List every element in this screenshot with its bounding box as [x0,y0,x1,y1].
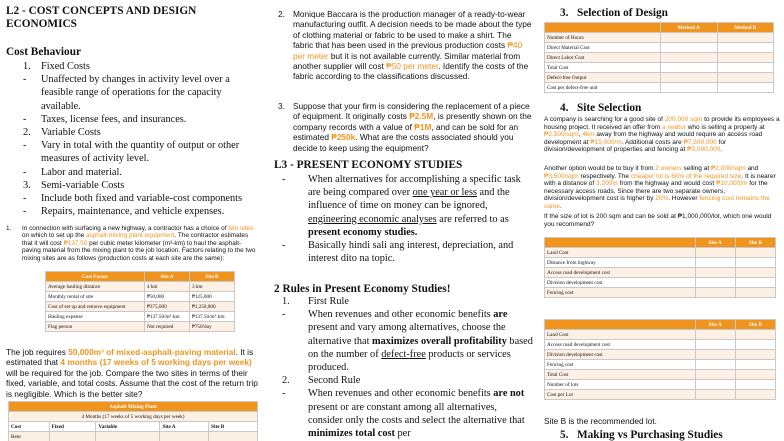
column-3 [538,0,784,441]
list-item: - Taxes, license fees, and insurances. [23,113,187,125]
table-row [545,33,774,43]
table-row [545,330,776,340]
site-paragraph-2: Another option would be to buy it from 2 owners selling at ₱2,000/sqm and ₱3,500/sqm respectively. The cheaper lot is 60% of the required size. It is nearer with a distance of 3,200m from the highway and would cost ₱10,000/m for the necessary access roads. Since there are two separate owners, division/development cost is higher by 20%. However fencing cost remains the same. [544,165,776,210]
table-row [545,73,774,83]
table-cell [735,380,775,390]
table-row [46,322,235,332]
list-item: - Labor and material. [23,166,122,178]
table-cell [717,53,774,63]
recommendation: Site B is the recommended lot. [544,416,657,426]
selection-of-design-heading: 3. Selection of Design [560,7,668,19]
table-cell [695,340,735,350]
table-cell [735,278,775,288]
table-cell: Distance from highway [545,258,696,268]
table-header: Method A [661,23,717,33]
table-cell: Not required [144,322,189,332]
cost-factor-table [45,271,235,332]
table-header [545,238,696,248]
table-cell: Number of lots [545,380,696,390]
table-cell: Cost of set up and remove equipment [46,302,145,312]
table-cell: Number of Hours [545,33,661,43]
table-row [545,53,774,63]
table-row [545,63,774,73]
table-row [545,380,776,390]
table-cell [735,350,775,360]
table-cell: Total Cost [545,370,696,380]
table-cell [695,278,735,288]
table-cell: ₱1,250,000 [189,302,234,312]
job-description: The job requires 50,000m³ of mixed-asphalt-paving material. It is estimated that 4 months (17 weeks of 5 working days per week) will be required for the job. Compare the two sites in terms of their fixed, variable, and total costs. Assume that the cost of the return trip is negligible. Which is the better site? [6,347,258,399]
list-item: - Repairs, maintenance, and vehicle expenses. [23,206,225,218]
table-cell [735,248,775,258]
table-cell: ₱750/day [189,322,234,332]
table-cell: Cost per Lot [545,390,696,400]
list-item: - Basically hindi sali ang interest, depreciation, and interest dito na topic. [282,240,514,265]
table-header: Site A [160,422,209,432]
table-cell [695,390,735,400]
table-header: Site B [209,422,258,432]
table-row [545,288,776,298]
table-cell [717,83,774,93]
table-cell: ₱137.50/m³·km [144,312,189,322]
table-row [46,282,235,292]
list-item: - Unaffected by changes in activity level over a feasible range of operations for the capacity available. [23,74,230,112]
table-header: Cost [9,422,50,432]
list-item: - When revenues and other economic benefits are not present or are constant among all alternatives, consider only the costs and select the alternative that minimizes total cost per [282,388,525,440]
table-cell [717,43,774,53]
list-item: - Vary in total with the quantity of output or other measures of activity level. [23,140,240,165]
list-item: 1. First Rule [282,296,349,307]
table-cell: ₱125,000 [189,292,234,302]
table-title: Asphalt Mixing Plant [9,402,258,412]
table-cell: Division development cost [545,278,696,288]
table-cell [735,268,775,278]
table-subtitle: 4 Months (17 weeks of 5 working days per week) [9,412,258,422]
column-2 [264,0,536,441]
table-cell [661,73,717,83]
table-header [545,320,696,330]
table-header: Fixed [49,422,96,432]
column-1 [0,0,261,441]
table-row [545,268,776,278]
table-row [545,258,776,268]
table-cell: Land Cost [545,330,696,340]
table-cell: Total Cost [545,63,661,73]
l3-list [282,173,534,265]
table-cell: Direct Material Cost [545,43,661,53]
table-header: Site B [189,272,234,282]
table-header: Site B [735,238,775,248]
table-cell: Hauling expense [46,312,145,322]
list-item: 2. Variable Costs [23,127,101,139]
table-cell: Defect-free Output [545,73,661,83]
table-cell [695,330,735,340]
table-cell: 4 km [144,282,189,292]
problem-2: 2. Monique Baccara is the production manager of a ready-to-wear manufacturing outfit. A decision needs to be made about the type of clothing material or fabric to be used to make a shirt. The fabric that has been used in the previous production costs ₱40 per meter but it is not available currently. Similar material from another supplier will cost ₱50 per meter. Identify the costs of the fabric according to the classifications discussed. [278,9,532,82]
table-cell [717,73,774,83]
table-cell [717,63,774,73]
list-item: 1. Fixed Costs [23,61,90,72]
table-row [46,312,235,322]
table-header: Cost Factor [46,272,145,282]
site-selection-heading: 4. Site Selection [560,102,642,114]
table-cell [735,370,775,380]
list-item: - When alternatives for accomplishing a specific task are being compared over one year or less and the influence of time on money can be ignored, engineering economic analyses are referred to as present economy studies. [282,174,521,238]
table-cell [695,288,735,298]
site-paragraph-1: A company is searching for a good site of 200,000 sqm to provide its employees a housing project. It received an offer from a realtor who is selling a property at ₱2,500/sqm, 4km away from the highway and would require an access road development at ₱15,000/m. Additional costs are ₱7,500,000 for division/development of properties and fencing at ₱3,000,000. [544,116,780,154]
table-cell [735,330,775,340]
site-question: If the size of lot is 200 sqm and can be sold at ₱1,000,000/lot, which one would you recommend? [544,213,772,228]
table-row [46,302,235,312]
rules-list [282,295,534,440]
table-cell: Access road development cost [545,268,696,278]
table-row [545,350,776,360]
table-cell [735,390,775,400]
table-header: Site B [735,320,775,330]
table-cell [735,288,775,298]
table-cell: Flag person [46,322,145,332]
list-item: 2. Second Rule [282,375,361,387]
list-item: 3. Semi-variable Costs [23,179,125,191]
table-cell: 3 km [189,282,234,292]
table-row [545,370,776,380]
table-cell: ₱137.50/m³·km [189,312,234,322]
making-vs-purchasing-heading: 5. Making vs Purchasing Studies [560,429,723,441]
table-cell: Average hauling distance [46,282,145,292]
table-cell [735,340,775,350]
table-cell: Monthly rental of site [46,292,145,302]
table-cell: ₱375,000 [144,302,189,312]
table-row [46,292,235,302]
cost-behaviour-heading: Cost Behaviour [6,46,82,58]
table-cell [661,43,717,53]
table-cell [661,53,717,63]
table-row [545,390,776,400]
table-row [545,248,776,258]
table-row [545,278,776,288]
table-cell [735,360,775,370]
table-header: Variable [96,422,160,432]
problem-3: 3. Suppose that your firm is considering the replacement of a piece of equipment. It originally costs ₱2.5M, is presently shown on the company records with a value of ₱1M, and can be sold for an estimated ₱250k. What are the costs associated should you decide to keep using the equipment? [278,101,532,153]
table-row [545,43,774,53]
table-row [545,83,774,93]
table-cell [695,380,735,390]
table-cell: Division development cost [545,350,696,360]
table-cell [695,350,735,360]
page-title: L2 - COST CONCEPTS AND DESIGN ECONOMICS [6,5,197,30]
table-cell: Direct Labor Cost [545,53,661,63]
table-cell [661,33,717,43]
table-cell [735,258,775,268]
l3-heading: L3 - PRESENT ECONOMY STUDIES [274,159,463,171]
table-cell: ₱50,000 [144,292,189,302]
example-1: 1. In connection with surfacing a new highway, a contractor has a choice of two sites on which to set up the asphalt-mixing plant equipment. The contractor estimates that it will cost ₱137.50 per cubic meter kilometer (m³-km) to haul the asphalt-paving material from the mixing plant to the job location. Factors relating to the two mixing sites are as follows (production costs at each site are the same): [6,225,256,262]
table-cell: Access road development cost [545,340,696,350]
table-header: Method B [717,23,774,33]
rules-heading: 2 Rules in Present Economy Studies! [274,283,451,295]
table-cell: Land Cost [545,248,696,258]
table-cell [661,83,717,93]
cost-behaviour-list [23,60,258,218]
table-cell [695,360,735,370]
table-header [545,23,661,33]
table-cell [695,248,735,258]
table-cell [695,370,735,380]
table-cell: Rent [9,432,50,441]
design-table [544,22,774,93]
table-cell: Fencing cost [545,288,696,298]
table-cell: Fencing cost [545,360,696,370]
table-header: Site A [144,272,189,282]
table-header: Site A [695,238,735,248]
site-table-2 [544,319,776,400]
list-item: - Include both fixed and variable-cost components [23,193,243,205]
asphalt-plant-table [8,401,258,441]
table-cell [661,63,717,73]
table-row [545,360,776,370]
table-cell [695,258,735,268]
list-item: - When revenues and other economic benefits are present and vary among alternatives, choose the alternative that maximizes overall profitability based on the number of defect-free products or services produced. [282,309,533,374]
table-row [545,340,776,350]
site-table-1 [544,237,776,298]
table-header: Site A [695,320,735,330]
table-cell: Cost per defect-free unit [545,83,661,93]
table-cell [717,33,774,43]
table-cell [695,268,735,278]
